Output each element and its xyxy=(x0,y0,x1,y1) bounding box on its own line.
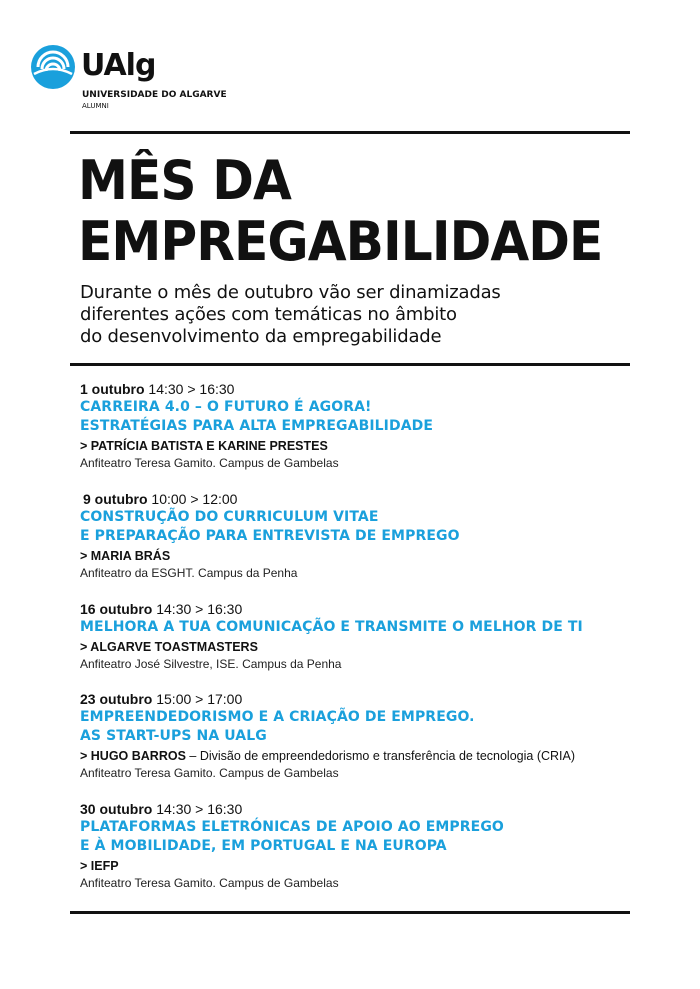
event-title-line-1: CONSTRUÇÃO DO CURRICULUM VITAE xyxy=(80,509,379,525)
intro-line-1: Durante o mês de outubro vão ser dinamizadas xyxy=(80,282,501,303)
event-speaker-line xyxy=(80,438,640,455)
intro-line-2: diferentes ações com temáticas no âmbito xyxy=(80,304,457,325)
event-speaker: > PATRÍCIA BATISTA E KARINE PRESTES xyxy=(80,439,328,453)
event-title-line-1: CARREIRA 4.0 – O FUTURO É AGORA! xyxy=(80,399,372,415)
intro-text xyxy=(80,282,620,348)
event-item-5 xyxy=(80,801,640,891)
event-date: 9 outubro xyxy=(83,491,148,507)
event-speaker-line xyxy=(80,639,640,656)
event-speaker: > IEFP xyxy=(80,859,119,873)
event-date-line xyxy=(83,491,643,508)
event-item-1 xyxy=(80,381,640,471)
event-item-4 xyxy=(80,691,640,781)
ualg-logo xyxy=(30,44,230,124)
intro-line-3: do desenvolvimento da empregabilidade xyxy=(80,326,442,347)
event-date-line xyxy=(80,801,640,818)
event-time: 15:00 > 17:00 xyxy=(152,691,243,707)
event-venue: Anfiteatro da ESGHT. Campus da Penha xyxy=(80,566,298,580)
event-venue: Anfiteatro Teresa Gamito. Campus de Gambelas xyxy=(80,766,339,780)
top-divider xyxy=(70,131,630,134)
event-title-line-2: AS START-UPS NA UALG xyxy=(80,728,267,744)
event-time: 14:30 > 16:30 xyxy=(144,381,235,397)
bottom-divider xyxy=(70,911,630,914)
event-item-3 xyxy=(80,601,640,672)
logo-subtitle-alumni: ALUMNI xyxy=(82,102,109,110)
ualg-logo-mark-icon xyxy=(30,44,76,90)
event-time: 14:30 > 16:30 xyxy=(152,601,243,617)
logo-subtitle: UNIVERSIDADE DO ALGARVE xyxy=(82,90,227,100)
event-date-line xyxy=(80,601,640,618)
page-title xyxy=(78,150,602,272)
event-speaker: > MARIA BRÁS xyxy=(80,549,171,563)
event-date-line xyxy=(80,381,640,398)
event-venue: Anfiteatro Teresa Gamito. Campus de Gambelas xyxy=(80,456,339,470)
event-title-line-1: EMPREENDEDORISMO E A CRIAÇÃO DE EMPREGO. xyxy=(80,709,475,725)
event-item-2 xyxy=(80,491,643,581)
event-date: 23 outubro xyxy=(80,691,153,707)
event-speaker: > HUGO BARROS xyxy=(80,749,186,763)
logo-name: UAlg xyxy=(81,48,156,83)
event-venue: Anfiteatro Teresa Gamito. Campus de Gambelas xyxy=(80,876,339,890)
event-speaker-line xyxy=(80,548,643,565)
event-time: 14:30 > 16:30 xyxy=(152,801,243,817)
event-title-line-1: MELHORA A TUA COMUNICAÇÃO E TRANSMITE O MELHOR DE TI xyxy=(80,619,583,635)
event-title-line-2: E À MOBILIDADE, EM PORTUGAL E NA EUROPA xyxy=(80,838,447,854)
title-line-2: EMPREGABILIDADE xyxy=(78,210,603,273)
event-venue: Anfiteatro José Silvestre, ISE. Campus da Penha xyxy=(80,657,342,671)
event-speaker-line xyxy=(80,858,640,875)
event-speaker-line xyxy=(80,748,640,765)
event-date: 1 outubro xyxy=(80,381,145,397)
event-title-line-2: E PREPARAÇÃO PARA ENTREVISTA DE EMPREGO xyxy=(80,528,460,544)
event-time: 10:00 > 12:00 xyxy=(147,491,238,507)
title-line-1: MÊS DA xyxy=(78,149,291,212)
event-speaker: > ALGARVE TOASTMASTERS xyxy=(80,640,258,654)
event-date-line xyxy=(80,691,640,708)
event-date: 16 outubro xyxy=(80,601,153,617)
event-speaker-extra: – Divisão de empreendedorismo e transferência de tecnologia (CRIA) xyxy=(185,749,576,763)
event-date: 30 outubro xyxy=(80,801,153,817)
event-title-line-1: PLATAFORMAS ELETRÓNICAS DE APOIO AO EMPREGO xyxy=(80,819,504,835)
event-title-line-2: ESTRATÉGIAS PARA ALTA EMPREGABILIDADE xyxy=(80,418,434,434)
middle-divider xyxy=(70,363,630,366)
